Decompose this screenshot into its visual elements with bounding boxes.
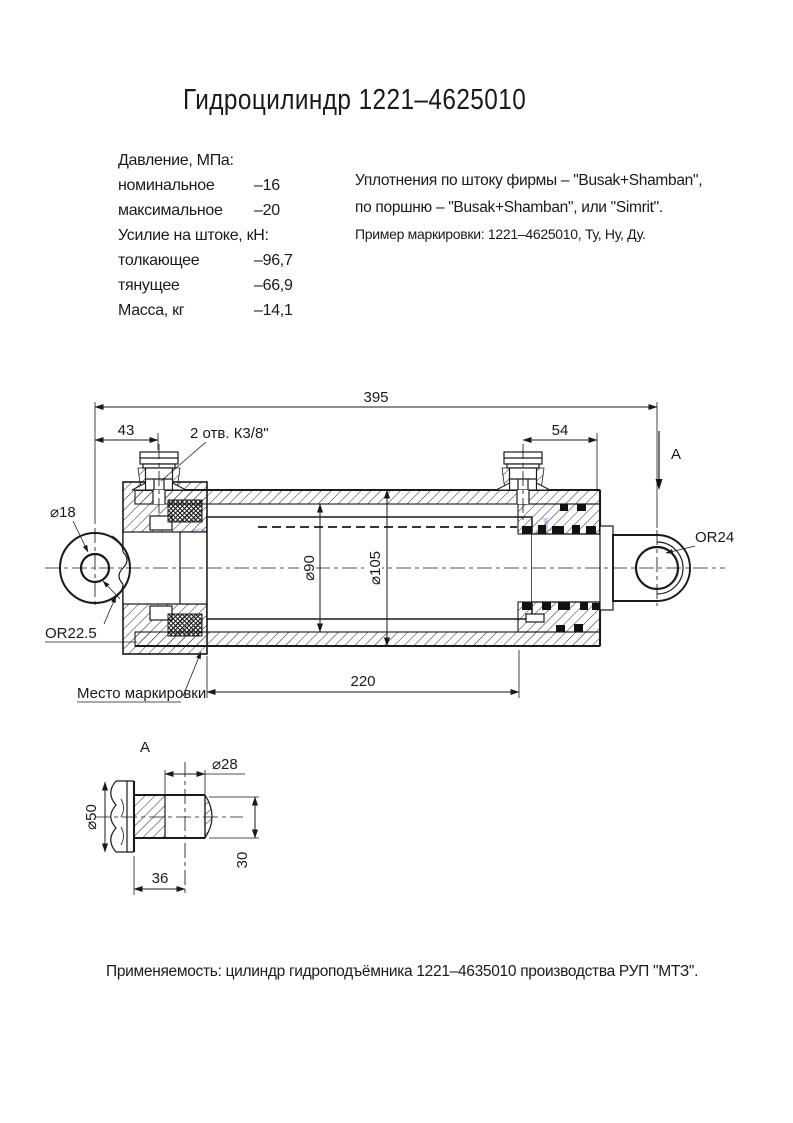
label-eye-sphere-left: OR22.5: [45, 625, 97, 642]
spec-value: –96,7: [254, 252, 293, 269]
spec-label: номинальное: [118, 177, 215, 194]
seals-note-line: по поршню – "Busak+Shamban", или "Simrit".: [355, 199, 663, 216]
section-label: A: [671, 446, 682, 463]
barrel-bottom-wall: [135, 632, 600, 646]
spec-label: Масса, кг: [118, 302, 185, 319]
spec-label: максимальное: [118, 202, 223, 219]
marking-example-line: Пример маркировки: 1221–4625010, Ту, Ну, Ду.: [355, 226, 646, 242]
dim-port2-offset: 54: [551, 422, 569, 439]
section-arrow-icon: [656, 479, 663, 490]
spec-value: –66,9: [254, 277, 293, 294]
label-ports: 2 отв. К3/8": [190, 425, 269, 442]
pin-flange: [116, 781, 134, 852]
detail-label: A: [140, 739, 151, 756]
dim-center: 36: [151, 870, 169, 887]
spec-label: тянущее: [118, 277, 180, 294]
gland-retainer: [526, 614, 544, 622]
application-note: Применяемость: цилиндр гидроподъёмника 1221–4635010 производства РУП "МТЗ".: [106, 963, 699, 980]
dim-eye-hole: ⌀18: [50, 504, 76, 521]
dim-barrel-od: ⌀105: [367, 550, 384, 586]
dim-overall-length: 395: [363, 389, 389, 406]
spec-label: Давление, МПа:: [118, 152, 234, 169]
spec-label: Усилие на штоке, кН:: [118, 227, 269, 244]
head-seal-pack: [168, 500, 202, 522]
spec-value: –16: [254, 177, 280, 194]
spec-value: –14,1: [254, 302, 293, 319]
dim-port1-offset: 43: [117, 422, 135, 439]
break-line: [111, 781, 116, 852]
barrel-top-wall: [135, 490, 600, 504]
label-eye-sphere-right: OR24: [695, 529, 735, 546]
seals-note-line: Уплотнения по штоку фирмы – "Busak+Shamban",: [355, 172, 703, 189]
dim-marking-span: 220: [350, 673, 376, 690]
dim-flange: ⌀50: [83, 804, 100, 830]
dim-bore: ⌀90: [301, 555, 318, 581]
spec-value: –20: [254, 202, 280, 219]
dim-hole: ⌀28: [212, 756, 238, 773]
label-marking-place: Место маркировки: [77, 685, 207, 702]
detail-view-a: [83, 739, 259, 895]
main-view: [45, 444, 725, 654]
drawing-title: Гидроцилиндр 1221–4625010: [183, 84, 527, 116]
head-seal-pack: [168, 614, 202, 636]
spec-label: толкающее: [118, 252, 200, 269]
dim-width: 30: [234, 851, 251, 869]
